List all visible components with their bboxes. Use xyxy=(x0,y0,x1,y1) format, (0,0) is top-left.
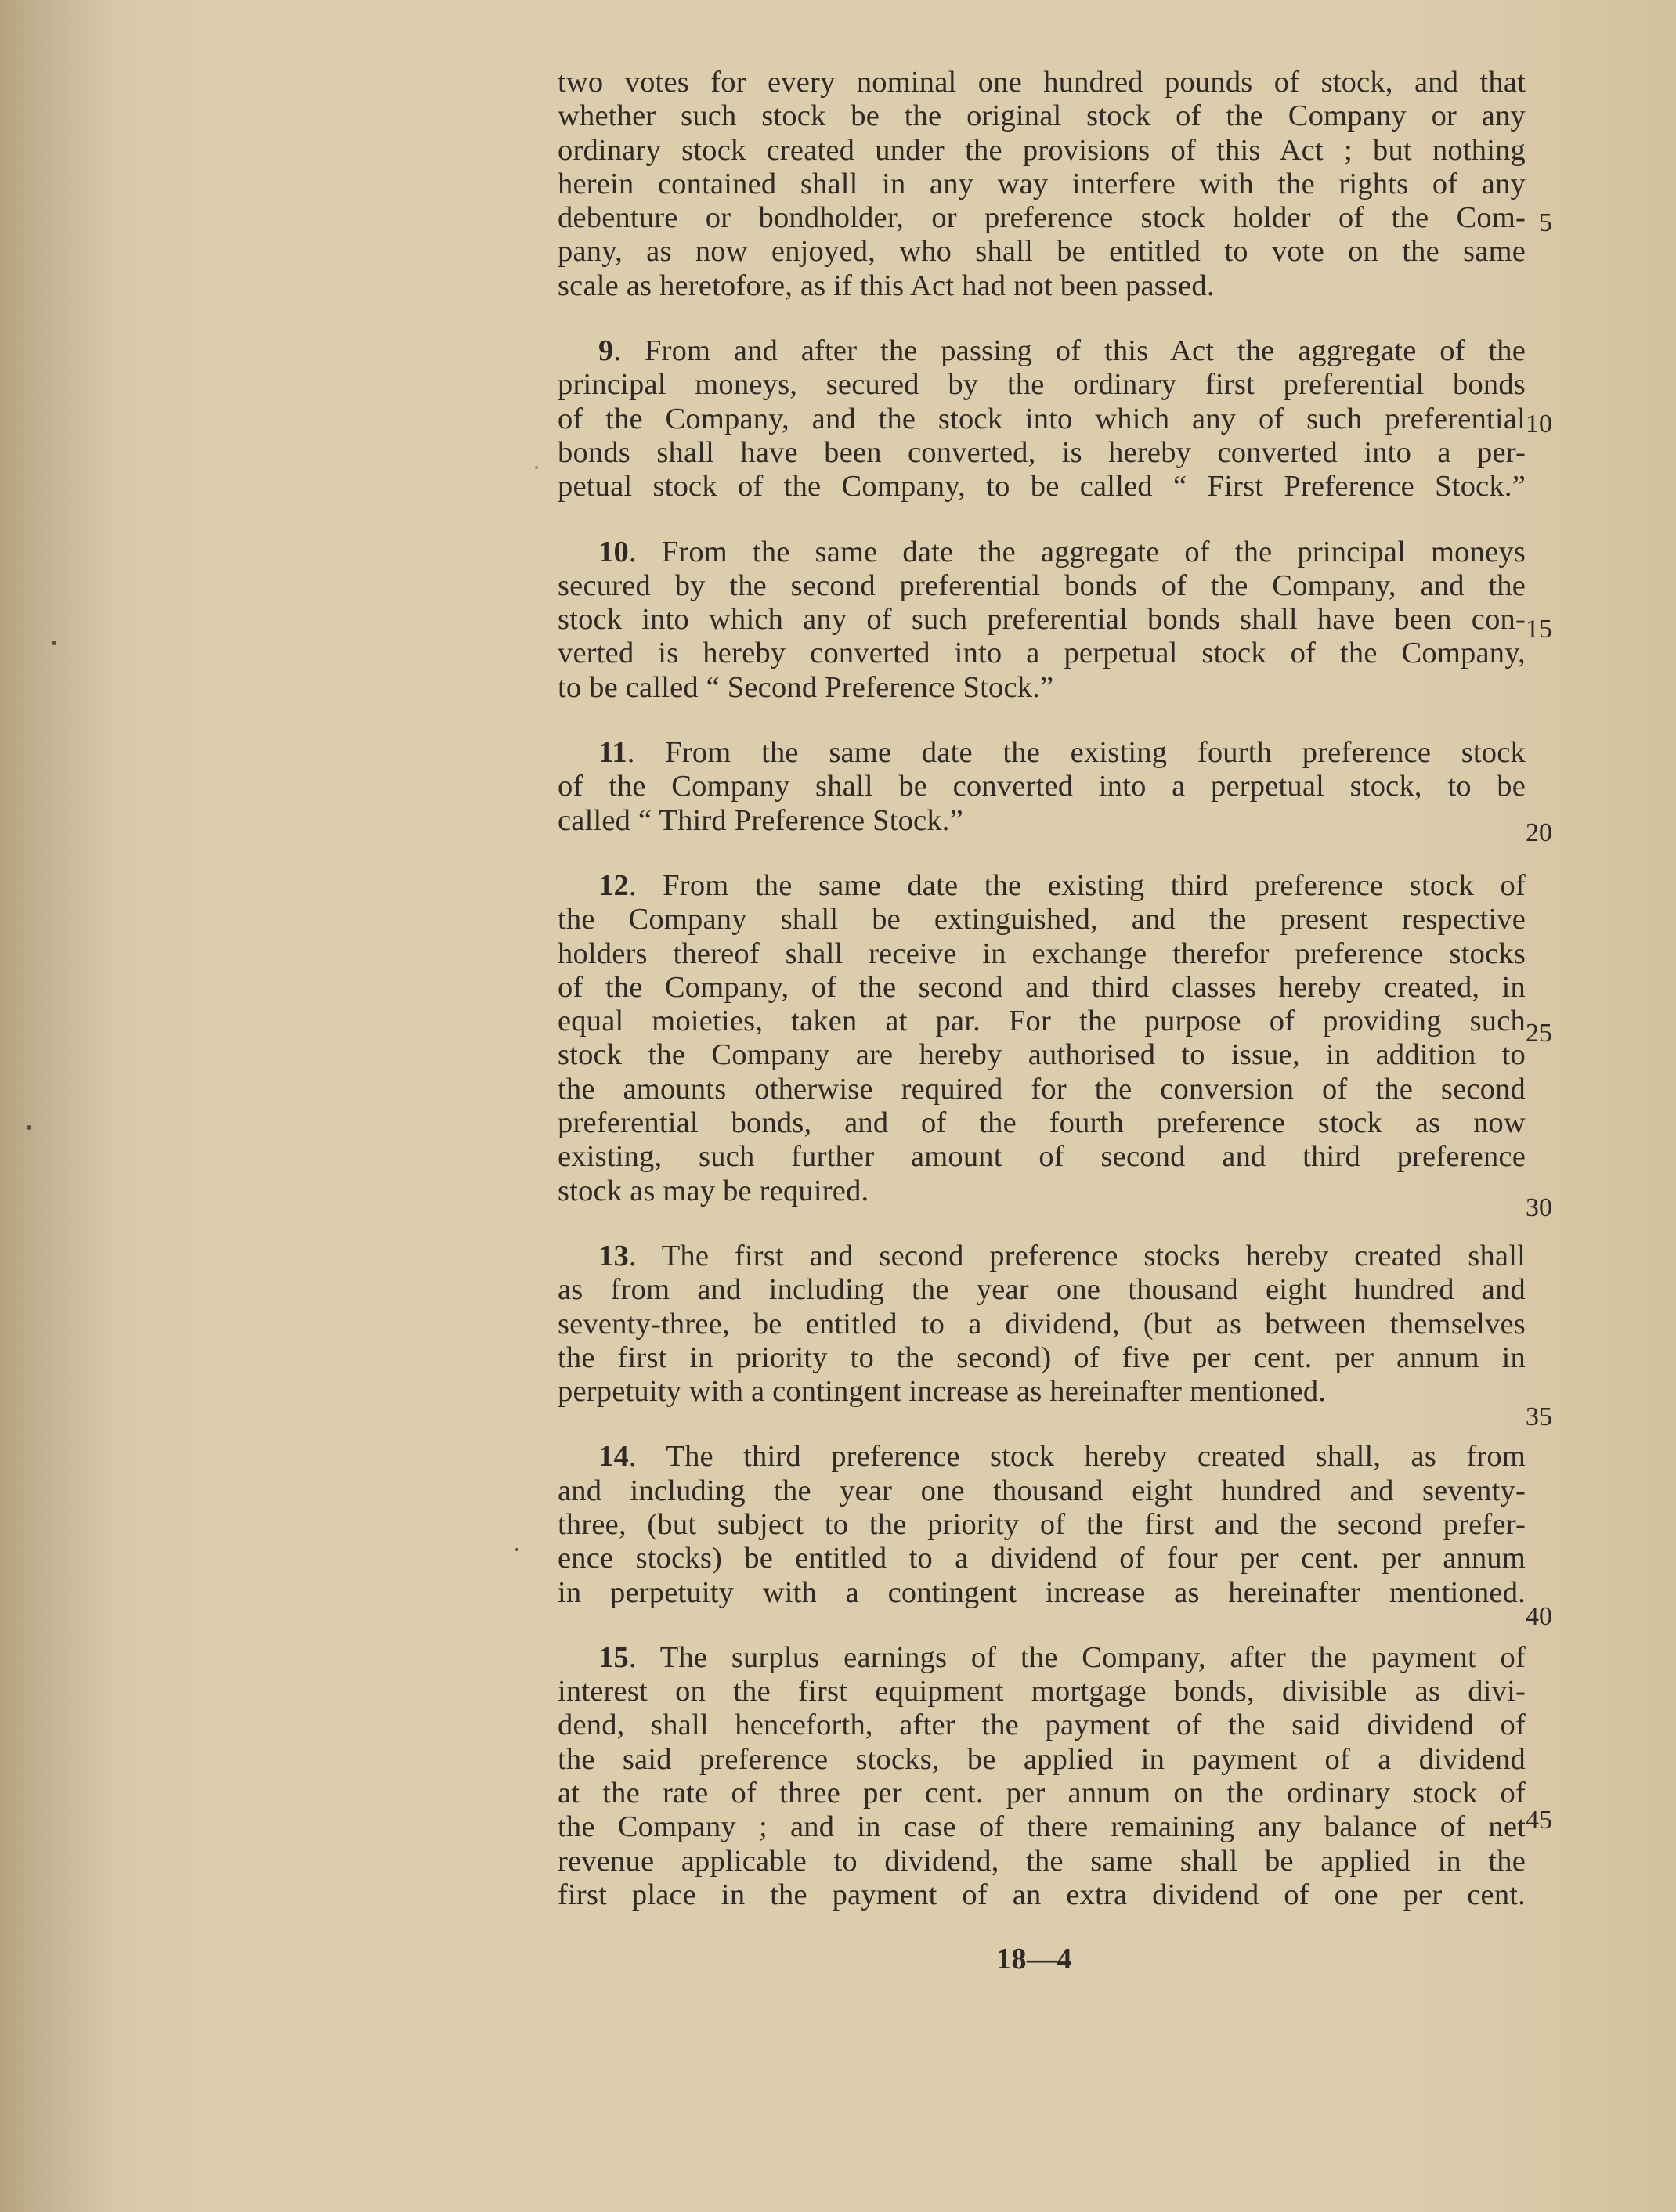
section-number: 14 xyxy=(598,1440,629,1474)
text-line: revenue applicable to dividend, the same shall be applied in the xyxy=(558,1844,1526,1878)
text-line: petual stock of the Company, to be called “ First Preference Stock.” xyxy=(558,470,1526,503)
text-line: of the Company, and the stock into which any of such preferential xyxy=(558,402,1526,435)
section-first-line xyxy=(558,1440,1526,1474)
paper-speck xyxy=(52,641,56,645)
text-line: holders thereof shall receive in exchange therefor preference stocks xyxy=(558,936,1526,970)
text-line: interest on the first equipment mortgage bonds, divisible as divi- xyxy=(558,1675,1526,1709)
text-line: the first in priority to the second) of five per cent. per annum in xyxy=(558,1341,1526,1374)
paper-speck xyxy=(535,466,538,469)
binding-shadow xyxy=(0,0,117,2212)
text-line: herein contained shall in any way interfere with the rights of any xyxy=(558,167,1526,200)
text-line: existing, such further amount of second and third preference xyxy=(558,1140,1526,1174)
text-line: debenture or bondholder, or preference stock holder of the Com- xyxy=(558,201,1526,235)
paper-speck xyxy=(27,1125,31,1130)
text-line: the Company ; and in case of there remaining any balance of net xyxy=(558,1810,1526,1844)
text-line: of the Company, of the second and third classes hereby created, in xyxy=(558,970,1526,1004)
section-12 xyxy=(558,869,1526,1208)
text-line: . The first and second preference stocks hereby created shall xyxy=(628,1239,1526,1272)
text-line: stock the Company are hereby authorised to issue, in addition to xyxy=(558,1038,1526,1072)
text-line: two votes for every nominal one hundred pounds of stock, and that xyxy=(558,66,1526,99)
margin-line-number: 40 xyxy=(1526,1602,1552,1631)
section-number: 12 xyxy=(598,868,629,902)
text-line: of the Company shall be converted into a perpetual stock, to be xyxy=(558,770,1526,803)
margin-line-number: 35 xyxy=(1526,1402,1552,1431)
margin-line-number: 30 xyxy=(1526,1193,1552,1222)
text-line: . From the same date the existing fourth preference stock xyxy=(627,736,1526,770)
text-line: called “ Third Preference Stock.” xyxy=(558,803,963,837)
margin-line-number: 25 xyxy=(1526,1019,1552,1048)
text-line: in perpetuity with a contingent increase as hereinafter mentioned. xyxy=(558,1575,1526,1609)
text-line: . The surplus earnings of the Company, after the payment of xyxy=(628,1640,1526,1674)
text-line: at the rate of three per cent. per annum on the ordinary stock of xyxy=(558,1777,1526,1810)
text-line: equal moieties, taken at par. For the purpose of providing such xyxy=(558,1005,1526,1038)
section-15 xyxy=(558,1641,1526,1912)
text-line: . From and after the passing of this Act the aggregate of the xyxy=(613,334,1526,368)
section-number: 13 xyxy=(598,1239,629,1272)
text-line: bonds shall have been converted, is hereby converted into a per- xyxy=(558,435,1526,469)
section-11 xyxy=(558,736,1526,838)
body-text xyxy=(558,66,1526,1912)
section-first-line xyxy=(558,1240,1526,1273)
margin-line-number: 45 xyxy=(1526,1806,1552,1835)
text-line: pany, as now enjoyed, who shall be entitled to vote on the same xyxy=(558,235,1526,269)
section-first-line xyxy=(558,536,1526,569)
section-number: 15 xyxy=(598,1640,629,1674)
section-first-line xyxy=(558,334,1526,368)
text-line: principal moneys, secured by the ordinary first preferential bonds xyxy=(558,368,1526,402)
text-line: scale as heretofore, as if this Act had not been passed. xyxy=(558,269,1215,302)
text-line: three, (but subject to the priority of the first and the second prefer- xyxy=(558,1507,1526,1541)
section-number: 10 xyxy=(598,535,629,568)
margin-line-number: 5 xyxy=(1539,208,1552,237)
margin-line-number: 20 xyxy=(1526,818,1552,847)
text-line: . From the same date the aggregate of the principal moneys xyxy=(628,535,1526,568)
section-first-line xyxy=(558,1641,1526,1675)
text-line: ordinary stock created under the provisions of this Act ; but nothing xyxy=(558,133,1526,167)
text-line: perpetuity with a contingent increase as hereinafter mentioned. xyxy=(558,1375,1327,1409)
text-line: first place in the payment of an extra dividend of one per cent. xyxy=(558,1878,1526,1911)
section-9 xyxy=(558,334,1526,503)
text-line: stock into which any of such preferential bonds shall have been con- xyxy=(558,603,1526,637)
section-number: 9 xyxy=(598,334,614,368)
text-line: secured by the second preferential bonds of the Company, and the xyxy=(558,568,1526,602)
section-continuation xyxy=(558,66,1526,303)
text-line: the amounts otherwise required for the conversion of the second xyxy=(558,1072,1526,1106)
text-line: whether such stock be the original stock of the Company or any xyxy=(558,99,1526,133)
section-10 xyxy=(558,536,1526,705)
section-first-line xyxy=(558,869,1526,903)
text-line: seventy-three, be entitled to a dividend, (but as between themselves xyxy=(558,1307,1526,1341)
section-14 xyxy=(558,1440,1526,1609)
text-line: ence stocks) be entitled to a dividend of four per cent. per annum xyxy=(558,1542,1526,1575)
text-line: to be called “ Second Preference Stock.” xyxy=(558,670,1054,704)
section-number: 11 xyxy=(598,736,627,770)
section-first-line xyxy=(558,736,1526,770)
text-line: and including the year one thousand eight hundred and seventy- xyxy=(558,1474,1526,1507)
signature-mark: 18—4 xyxy=(996,1943,1072,1976)
section-13 xyxy=(558,1240,1526,1409)
text-line: preferential bonds, and of the fourth preference stock as now xyxy=(558,1106,1526,1140)
text-line: verted is hereby converted into a perpetual stock of the Company, xyxy=(558,637,1526,670)
margin-line-number: 15 xyxy=(1526,615,1552,644)
paper-speck xyxy=(515,1548,518,1551)
text-line: the said preference stocks, be applied in payment of a dividend xyxy=(558,1742,1526,1776)
text-line: stock as may be required. xyxy=(558,1174,869,1207)
margin-line-number: 10 xyxy=(1526,410,1552,438)
text-line: . The third preference stock hereby created shall, as from xyxy=(628,1440,1526,1474)
text-line: the Company shall be extinguished, and the present respective xyxy=(558,903,1526,936)
text-line: as from and including the year one thousand eight hundred and xyxy=(558,1273,1526,1307)
text-line: . From the same date the existing third preference stock of xyxy=(628,868,1526,902)
text-line: dend, shall henceforth, after the payment of the said dividend of xyxy=(558,1709,1526,1742)
